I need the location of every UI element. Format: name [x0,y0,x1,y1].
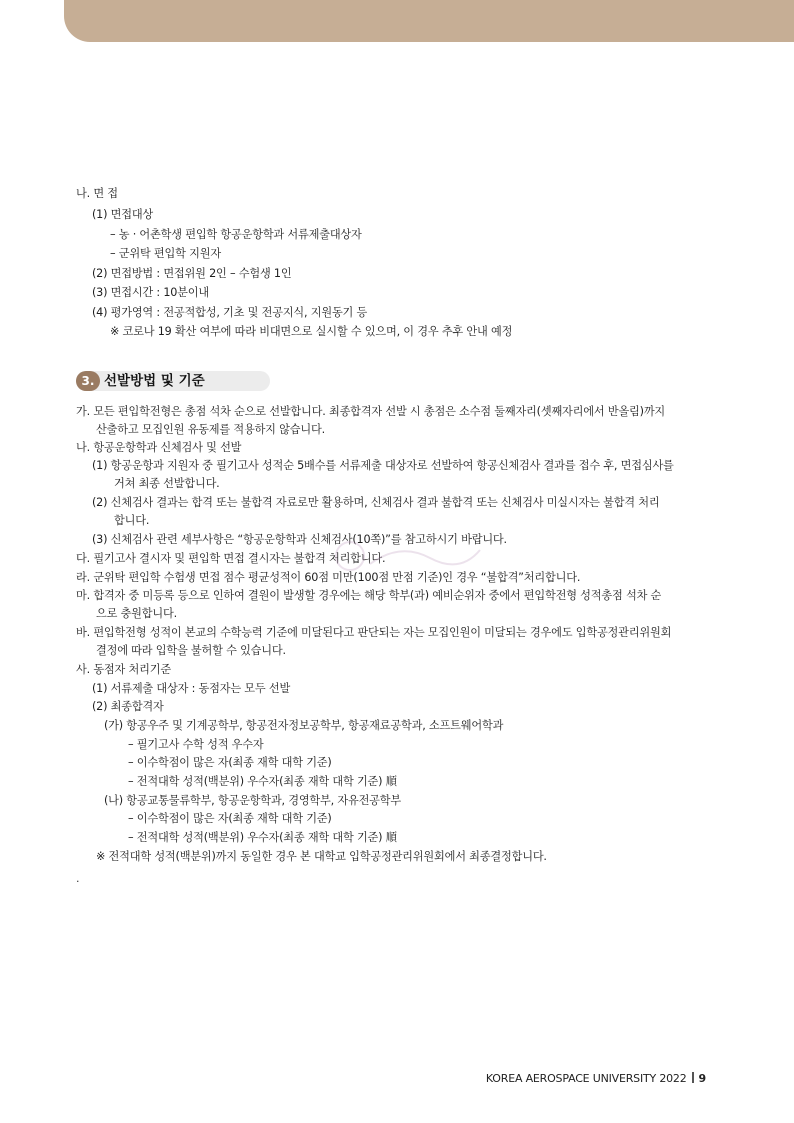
page-number: 9 [698,1072,706,1085]
interview-line: (2) 면접방법 : 면접위원 2인 – 수험생 1인 [92,267,292,280]
body-line: (나) 항공교통물류학부, 항공운항학과, 경영학부, 자유전공학부 [104,794,402,807]
interview-heading: 나. 면 접 [76,187,118,200]
body-line: (1) 항공운항과 지원자 중 필기고사 성적순 5배수를 서류제출 대상자로 선발하여 항공신체검사 결과를 접수 후, 면접심사를 [92,459,674,472]
body-line: – 전적대학 성적(백분위) 우수자(최종 재학 대학 기준) 順 [128,831,397,844]
body-line: 으로 충원합니다. [96,607,177,620]
body-line: 거쳐 최종 선발합니다. [114,477,220,490]
interview-line: (4) 평가영역 : 전공적합성, 기초 및 전공지식, 지원동기 등 [92,306,368,319]
interview-line: (3) 면접시간 : 10분이내 [92,286,209,299]
body-line: 다. 필기고사 결시자 및 편입학 면접 결시자는 불합격 처리합니다. [76,552,386,565]
body-line: – 이수학점이 많은 자(최종 재학 대학 기준) [128,812,332,825]
body-line: (3) 신체검사 관련 세부사항은 “항공운항학과 신체검사(10쪽)”를 참고하시기 바랍니다. [92,533,507,546]
body-line: 마. 합격자 중 미등록 등으로 인하여 결원이 발생할 경우에는 해당 학부(과) 예비순위자 중에서 편입학전형 성적총점 석차 순 [76,589,662,602]
interview-line: (1) 면접대상 [92,208,154,221]
body-note: ※ 전적대학 성적(백분위)까지 동일한 경우 본 대학교 입학공정관리위원회에서 최종결정합니다. [96,850,547,863]
stray-dot: . [76,872,80,885]
body-line: 바. 편입학전형 성적이 본교의 수학능력 기준에 미달된다고 판단되는 자는 모집인원이 미달되는 경우에도 입학공정관리위원회 [76,626,672,639]
body-line: 산출하고 모집인원 유동제를 적용하지 않습니다. [96,423,325,436]
body-line: (1) 서류제출 대상자 : 동점자는 모두 선발 [92,682,291,695]
body-line: 나. 항공운항학과 신체검사 및 선발 [76,441,242,454]
body-line: – 이수학점이 많은 자(최종 재학 대학 기준) [128,756,332,769]
footer-separator [692,1072,694,1083]
watermark-logo-icon [330,536,490,576]
body-line: 사. 동점자 처리기준 [76,663,171,676]
page-footer [486,1072,706,1086]
interview-line: – 농 · 어촌학생 편입학 항공운항학과 서류제출대상자 [110,228,362,241]
body-line: (2) 최종합격자 [92,700,164,713]
body-line: (2) 신체검사 결과는 합격 또는 불합격 자료로만 활용하며, 신체검사 결과 불합격 또는 신체검사 미실시자는 불합격 처리 [92,496,660,509]
body-line: 결정에 따라 입학을 불허할 수 있습니다. [96,644,286,657]
interview-note: ※ 코로나 19 확산 여부에 따라 비대면으로 실시할 수 있으며, 이 경우 추후 안내 예정 [110,325,513,338]
body-line: (가) 항공우주 및 기계공학부, 항공전자정보공학부, 항공재료공학과, 소프트웨어학과 [104,719,504,732]
body-line: 라. 군위탁 편입학 수험생 면접 점수 평균성적이 60점 미만(100점 만점 기준)인 경우 “불합격”처리합니다. [76,571,581,584]
top-decorative-band [64,0,794,42]
interview-line: – 군위탁 편입학 지원자 [110,247,221,260]
body-line: – 필기고사 수학 성적 우수자 [128,738,264,751]
footer-text: KOREA AEROSPACE UNIVERSITY 2022 [485,1072,687,1085]
body-line: 가. 모든 편입학전형은 총점 석차 순으로 선발합니다. 최종합격자 선발 시 총점은 소수점 둘째자리(셋째자리에서 반올림)까지 [76,405,666,418]
body-line: 합니다. [114,514,150,527]
section-number-badge: 3. [76,371,100,391]
section-heading-bar [76,371,270,391]
body-line: – 전적대학 성적(백분위) 우수자(최종 재학 대학 기준) 順 [128,775,397,788]
section-title: 선발방법 및 기준 [104,373,205,389]
